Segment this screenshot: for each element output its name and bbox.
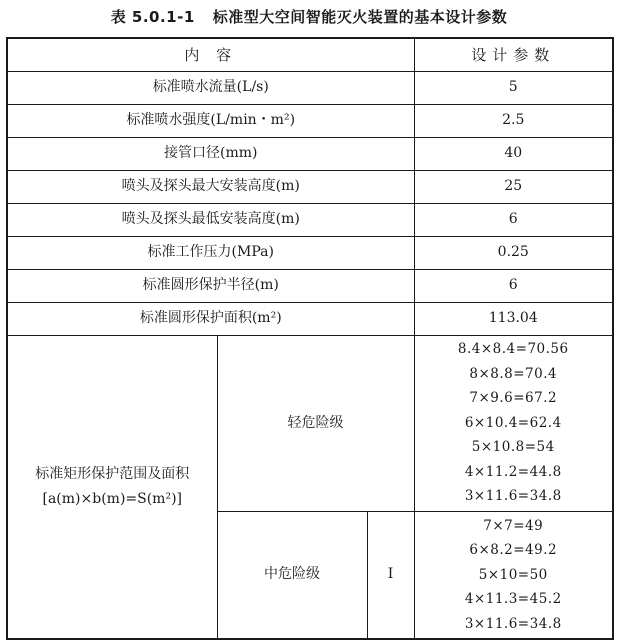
row-label: 标准喷水流量(L/s) (7, 71, 414, 104)
dimension-value: 8×8.8=70.4 (469, 365, 558, 382)
dimension-value: 6×8.2=49.2 (469, 542, 558, 558)
row-value: 25 (414, 170, 613, 203)
design-parameters-table (6, 37, 614, 640)
rect-area-label (7, 335, 217, 639)
medium-hazard-grade: I (367, 511, 414, 639)
row-label: 喷头及探头最低安装高度(m) (7, 203, 414, 236)
rect-label-line2: [a(m)×b(m)=S(m²)] (42, 490, 182, 507)
table-title (0, 6, 618, 27)
table-row (7, 170, 613, 203)
light-hazard-label: 轻危险级 (217, 335, 414, 511)
dimension-value: 4×11.3=45.2 (464, 591, 562, 607)
dimension-value: 3×11.6=34.8 (464, 615, 562, 632)
medium-hazard-values (414, 511, 613, 639)
table-row (7, 203, 613, 236)
row-value: 40 (414, 137, 613, 170)
table-row (7, 137, 613, 170)
light-hazard-values (414, 335, 613, 511)
row-value: 2.5 (414, 104, 613, 137)
row-label: 标准圆形保护面积(m²) (7, 302, 414, 335)
table-header-row (7, 38, 613, 71)
table-number: 表 5.0.1-1 (110, 8, 195, 26)
row-value: 5 (414, 71, 613, 104)
dimension-value: 4×11.2=44.8 (464, 463, 562, 480)
rect-label-line1: 标准矩形保护范围及面积 (35, 466, 190, 483)
row-value: 113.04 (414, 302, 613, 335)
dimension-value: 6×10.4=62.4 (464, 414, 562, 431)
table-row-light-hazard (7, 335, 613, 511)
row-label: 喷头及探头最大安装高度(m) (7, 170, 414, 203)
dimension-value: 3×11.6=34.8 (464, 488, 562, 505)
row-label: 标准工作压力(MPa) (7, 236, 414, 269)
medium-hazard-label: 中危险级 (217, 511, 367, 639)
header-params: 设计参数 (414, 38, 613, 71)
table-caption: 标准型大空间智能灭火装置的基本设计参数 (212, 8, 508, 26)
row-label: 标准喷水强度(L/min・m²) (7, 104, 414, 137)
table-row (7, 71, 613, 104)
row-value: 6 (414, 269, 613, 302)
row-value: 0.25 (414, 236, 613, 269)
dimension-value: 7×7=49 (483, 517, 544, 534)
table-row (7, 269, 613, 302)
dimension-value: 8.4×8.4=70.56 (457, 341, 569, 358)
row-label: 接管口径(mm) (7, 137, 414, 170)
table-row (7, 302, 613, 335)
dimension-value: 7×9.6=67.2 (469, 390, 558, 407)
table-row (7, 236, 613, 269)
table-row (7, 104, 613, 137)
dimension-value: 5×10.8=54 (471, 439, 555, 456)
row-value: 6 (414, 203, 613, 236)
row-label: 标准圆形保护半径(m) (7, 269, 414, 302)
dimension-value: 5×10=50 (478, 566, 548, 583)
header-content: 内 容 (7, 38, 414, 71)
